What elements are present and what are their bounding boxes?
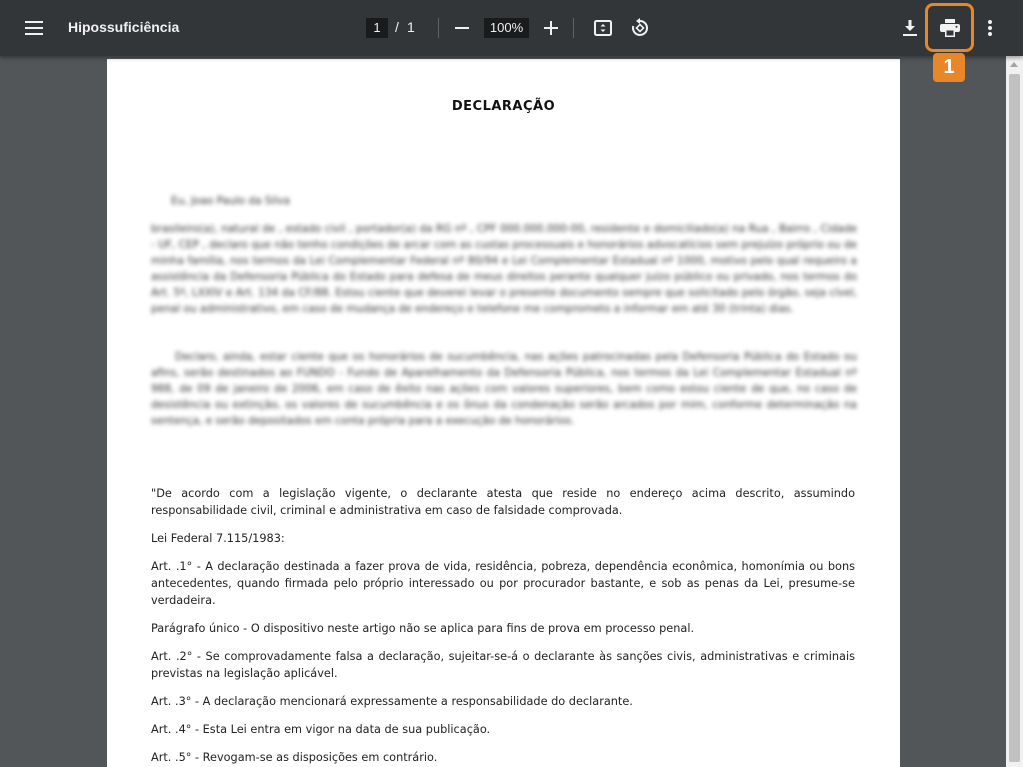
fit-page-icon [594, 19, 612, 37]
scrollbar-thumb[interactable] [1009, 74, 1020, 762]
blurred-declarant-name: Eu, Joao Paulo da Silva [171, 195, 290, 207]
article-paragraph: Art. .1° - A declaração destinada a fazer prova de vida, residência, pobreza, dependência econômica, homonímia ou bons antecedentes, quando firmada pelo próprio interessado ou por procurador bastante, e sob as penas da Lei, presume-se verdadeira. [151, 560, 855, 607]
menu-button[interactable] [18, 12, 50, 44]
declaration-body [151, 485, 855, 767]
document-heading: DECLARAÇÃO [451, 99, 556, 114]
more-options-button[interactable] [976, 14, 1004, 42]
zoom-in-button[interactable] [537, 14, 565, 42]
download-icon [903, 20, 917, 36]
more-vert-icon [988, 20, 992, 36]
scroll-up-arrow-icon[interactable] [1010, 62, 1018, 67]
zoom-out-icon [455, 21, 469, 35]
print-icon [940, 19, 960, 37]
rotate-button[interactable] [626, 14, 654, 42]
blurred-paragraph: Declaro, ainda, estar ciente que os honorários de sucumbência, nas ações patrocinadas pela Defensoria Pública do Estado ou afins, serão destinados ao FUNDO - Fundo de Aparelhamento da Defensoria Pública, nos termos da Lei Complementar Estadual nº 988, de 09 de janeiro de 2006, em caso de êxito nas ações com valores superiores, bem como estou ciente de que, no caso de desistência ou extinção, os valores de sucumbência e os ônus da condenação serão arcados por mim, conforme determinação na sentença, e serão depositados em conta própria para a execução de honorários. [151, 351, 857, 427]
law-reference: Lei Federal 7.115/1983: [151, 532, 285, 545]
rotate-icon [630, 18, 650, 38]
pdf-toolbar [0, 0, 1023, 56]
article-paragraph: Art. .2° - Se comprovadamente falsa a declaração, sujeitar-se-á o declarante às sanções civis, administrativas e criminais previstas na legislação aplicável. [151, 650, 855, 680]
download-button[interactable] [896, 14, 924, 42]
article-paragraph: Art. .4° - Esta Lei entra em vigor na data de sua publicação. [151, 723, 491, 736]
blurred-paragraph: brasileiro(a), natural de , estado civil , portador(a) da RG nº , CPF 000.000.000-00, residente e domiciliado(a) na Rua , Bairro , Cidade - UF, CEP , declaro que não tenho condições de arcar com as custas processuais e honorários advocatícios sem prejuízo próprio ou de minha família, nos termos da Lei Complementar Federal nº 80/94 e Lei Complementar Estadual nº 1000, motivo pelo qual requeiro a assistência da Defensoria Pública do Estado para defesa de meus direitos perante qualquer juízo público ou privado, nos termos do Art. 5º, LXXIV e Art. 134 da CF/88. Estou ciente que deverei levar o presente documento sempre que solicitado pelo órgão, seja cível, penal ou administrativo, em caso de mudança de endereço e telefone me comprometo a informar em até 30 (trinta) dias. [151, 223, 857, 315]
step-badge: 1 [933, 53, 965, 82]
declaration-paragraph: "De acordo com a legislação vigente, o declarante atesta que reside no endereço acima descrito, assumindo responsabilidade civil, criminal e administrativa em caso de falsidade comprovada. [151, 487, 855, 517]
article-paragraph: Parágrafo único - O dispositivo neste artigo não se aplica para fins de prova em processo penal. [151, 622, 695, 635]
vertical-scrollbar[interactable] [1006, 56, 1023, 767]
print-button[interactable] [936, 14, 964, 42]
zoom-level-input[interactable]: 100% [484, 18, 529, 38]
fit-to-page-button[interactable] [589, 14, 617, 42]
article-paragraph: Art. .5° - Revogam-se as disposições em contrário. [151, 751, 438, 764]
toolbar-divider [438, 18, 439, 38]
toolbar-divider [573, 18, 574, 38]
zoom-out-button[interactable] [448, 14, 476, 42]
page-separator: / [395, 19, 399, 35]
menu-icon [25, 21, 43, 35]
article-paragraph: Art. .3° - A declaração mencionará expressamente a responsabilidade do declarante. [151, 695, 633, 708]
zoom-in-icon [544, 21, 558, 35]
document-title: Hipossuficiência [68, 19, 180, 35]
page-total: 1 [407, 19, 415, 35]
pdf-page [107, 59, 900, 767]
page-number-input[interactable]: 1 [366, 18, 388, 38]
